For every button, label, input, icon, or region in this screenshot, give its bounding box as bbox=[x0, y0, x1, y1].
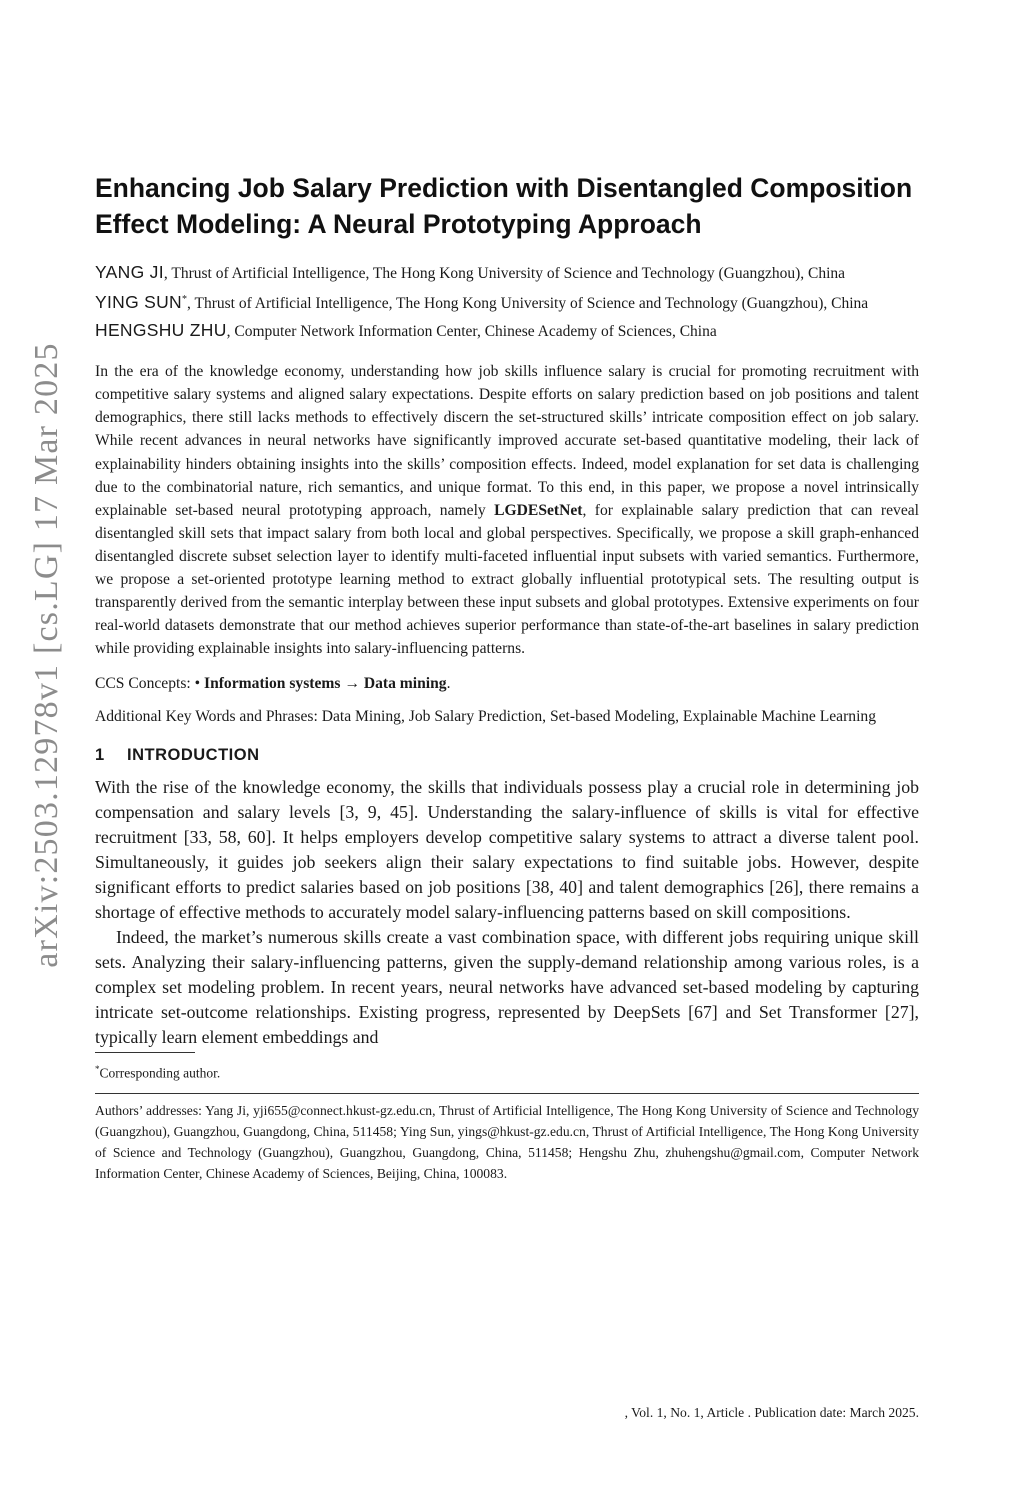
abstract bbox=[95, 360, 919, 660]
keywords: Additional Key Words and Phrases: Data Mining, Job Salary Prediction, Set-based Modeling, Explainable Machine Learning bbox=[95, 708, 877, 726]
footnote bbox=[95, 1059, 919, 1084]
abstract-text-part2: , for explainable salary prediction that can reveal disentangled skill sets that impact salary from both local and global perspectives. Specifically, we propose a skill graph-enhanced disentangled discrete subset selection layer to identify multi-faceted influential input subsets with varied semantics. Furthermore, we propose a set-oriented prototype learning method to extract globally influential prototypical sets. The resulting output is transparently derived from the semantic interplay between these input subsets and global prototypes. Extensive experiments on four real-world datasets demonstrate that our method achieves superior performance than state-of-the-art baselines in salary prediction while providing explainable insights into salary-influencing patterns. bbox=[95, 501, 919, 658]
ccs-concepts bbox=[95, 672, 919, 695]
addresses-divider bbox=[95, 1093, 919, 1094]
arxiv-side-stamp: arXiv:2503.12978v1 [cs.LG] 17 Mar 2025 bbox=[28, 342, 65, 968]
author-affiliation: , Thrust of Artificial Intelligence, The Hong Kong University of Science and Technology (Guangzhou), China bbox=[187, 295, 869, 313]
intro-paragraph-2: Indeed, the market’s numerous skills create a vast combination space, with different jobs requiring unique skill sets. Analyzing their salary-influencing patterns, given the supply-demand relationship among various roles, is a complex set modeling problem. In recent years, neural networks have advanced set-based modeling by capturing intricate set-outcome relationships. Existing progress, represented by DeepSets [67] and Set Transformer [27], typically learn element embeddings and bbox=[95, 927, 919, 1048]
section-number: 1 bbox=[95, 746, 105, 765]
footnote-text: Corresponding author. bbox=[99, 1065, 221, 1081]
intro-paragraph-1: With the rise of the knowledge economy, the skills that individuals possess play a crucial role in determining job compensation and salary levels [3, 9, 45]. Understanding the salary-influence of skills is vital for effective recruitment [33, 58, 60]. It helps employers develop competitive salary systems to attract a diverse talent pool. Simultaneously, it guides job seekers align their salary expectations to find suitable jobs. However, despite significant efforts to predict salaries based on job positions [38, 40] and talent demographics [26], there remains a shortage of effective methods to accurately model salary-influencing patterns based on skill compositions. bbox=[95, 777, 919, 923]
footnote-marker: * bbox=[95, 1064, 100, 1075]
author-name: HENGSHU ZHU bbox=[95, 320, 227, 341]
publication-info: , Vol. 1, No. 1, Article . Publication date: March 2025. bbox=[624, 1405, 919, 1420]
author-name: YING SUN bbox=[95, 292, 182, 313]
corresponding-marker: * bbox=[182, 294, 187, 305]
author-addresses: Authors’ addresses: Yang Ji, yji655@connect.hkust-gz.edu.cn, Thrust of Artificial Intelligence, The Hong Kong University of Science and Technology (Guangzhou), Guangzhou, Guangdong, China, 511458; Ying Sun, yings@hkust-gz.edu.cn, Thrust of Artificial Intelligence, The Hong Kong University of Science and Technology (Guangzhou), Guangzhou, Guangdong, China, 511458; Hengshu Zhu, zhuhengshu@gmail.com, Computer Network Information Center, Chinese Academy of Sciences, Beijing, China, 100083. bbox=[95, 1102, 919, 1181]
section-heading-introduction bbox=[95, 746, 919, 765]
author-ying-sun bbox=[95, 287, 919, 317]
ccs-label: CCS Concepts: • bbox=[95, 675, 204, 693]
author-affiliation: , Thrust of Artificial Intelligence, The Hong Kong University of Science and Technology (Guangzhou), China bbox=[163, 265, 846, 282]
author-yang-ji bbox=[95, 259, 919, 287]
author-affiliation: , Computer Network Information Center, Chinese Academy of Sciences, China bbox=[226, 323, 717, 341]
paper-title: Enhancing Job Salary Prediction with Disentangled Composition Effect Modeling: A Neural Prototyping Approach bbox=[95, 173, 913, 239]
paper-page bbox=[95, 170, 919, 1184]
section-title: INTRODUCTION bbox=[127, 746, 260, 765]
ccs-end: . bbox=[446, 675, 451, 693]
footnote-divider bbox=[95, 1052, 195, 1053]
author-name: YANG JI bbox=[95, 262, 164, 282]
ccs-concept: Information systems → Data mining bbox=[204, 675, 447, 693]
author-hengshu-zhu bbox=[95, 317, 919, 345]
abstract-text-part1: In the era of the knowledge economy, understanding how job skills influence salary is crucial for promoting recruitment with competitive salary systems and aligned salary expectations. Despite efforts on salary prediction based on job positions and talent demographics, there still lacks methods to effectively discern the set-structured skills’ intricate composition effect on job salary. While recent advances in neural networks have significantly improved accurate set-based quantitative modeling, their lack of explainability hinders obtaining insights into the skills’ composition effects. Indeed, model explanation for set data is challenging due to the combinatorial nature, rich semantics, and unique format. To this end, in this paper, we propose a novel intrinsically explainable set-based neural prototyping approach, namely bbox=[95, 363, 919, 519]
model-name: LGDESetNet bbox=[494, 501, 583, 519]
